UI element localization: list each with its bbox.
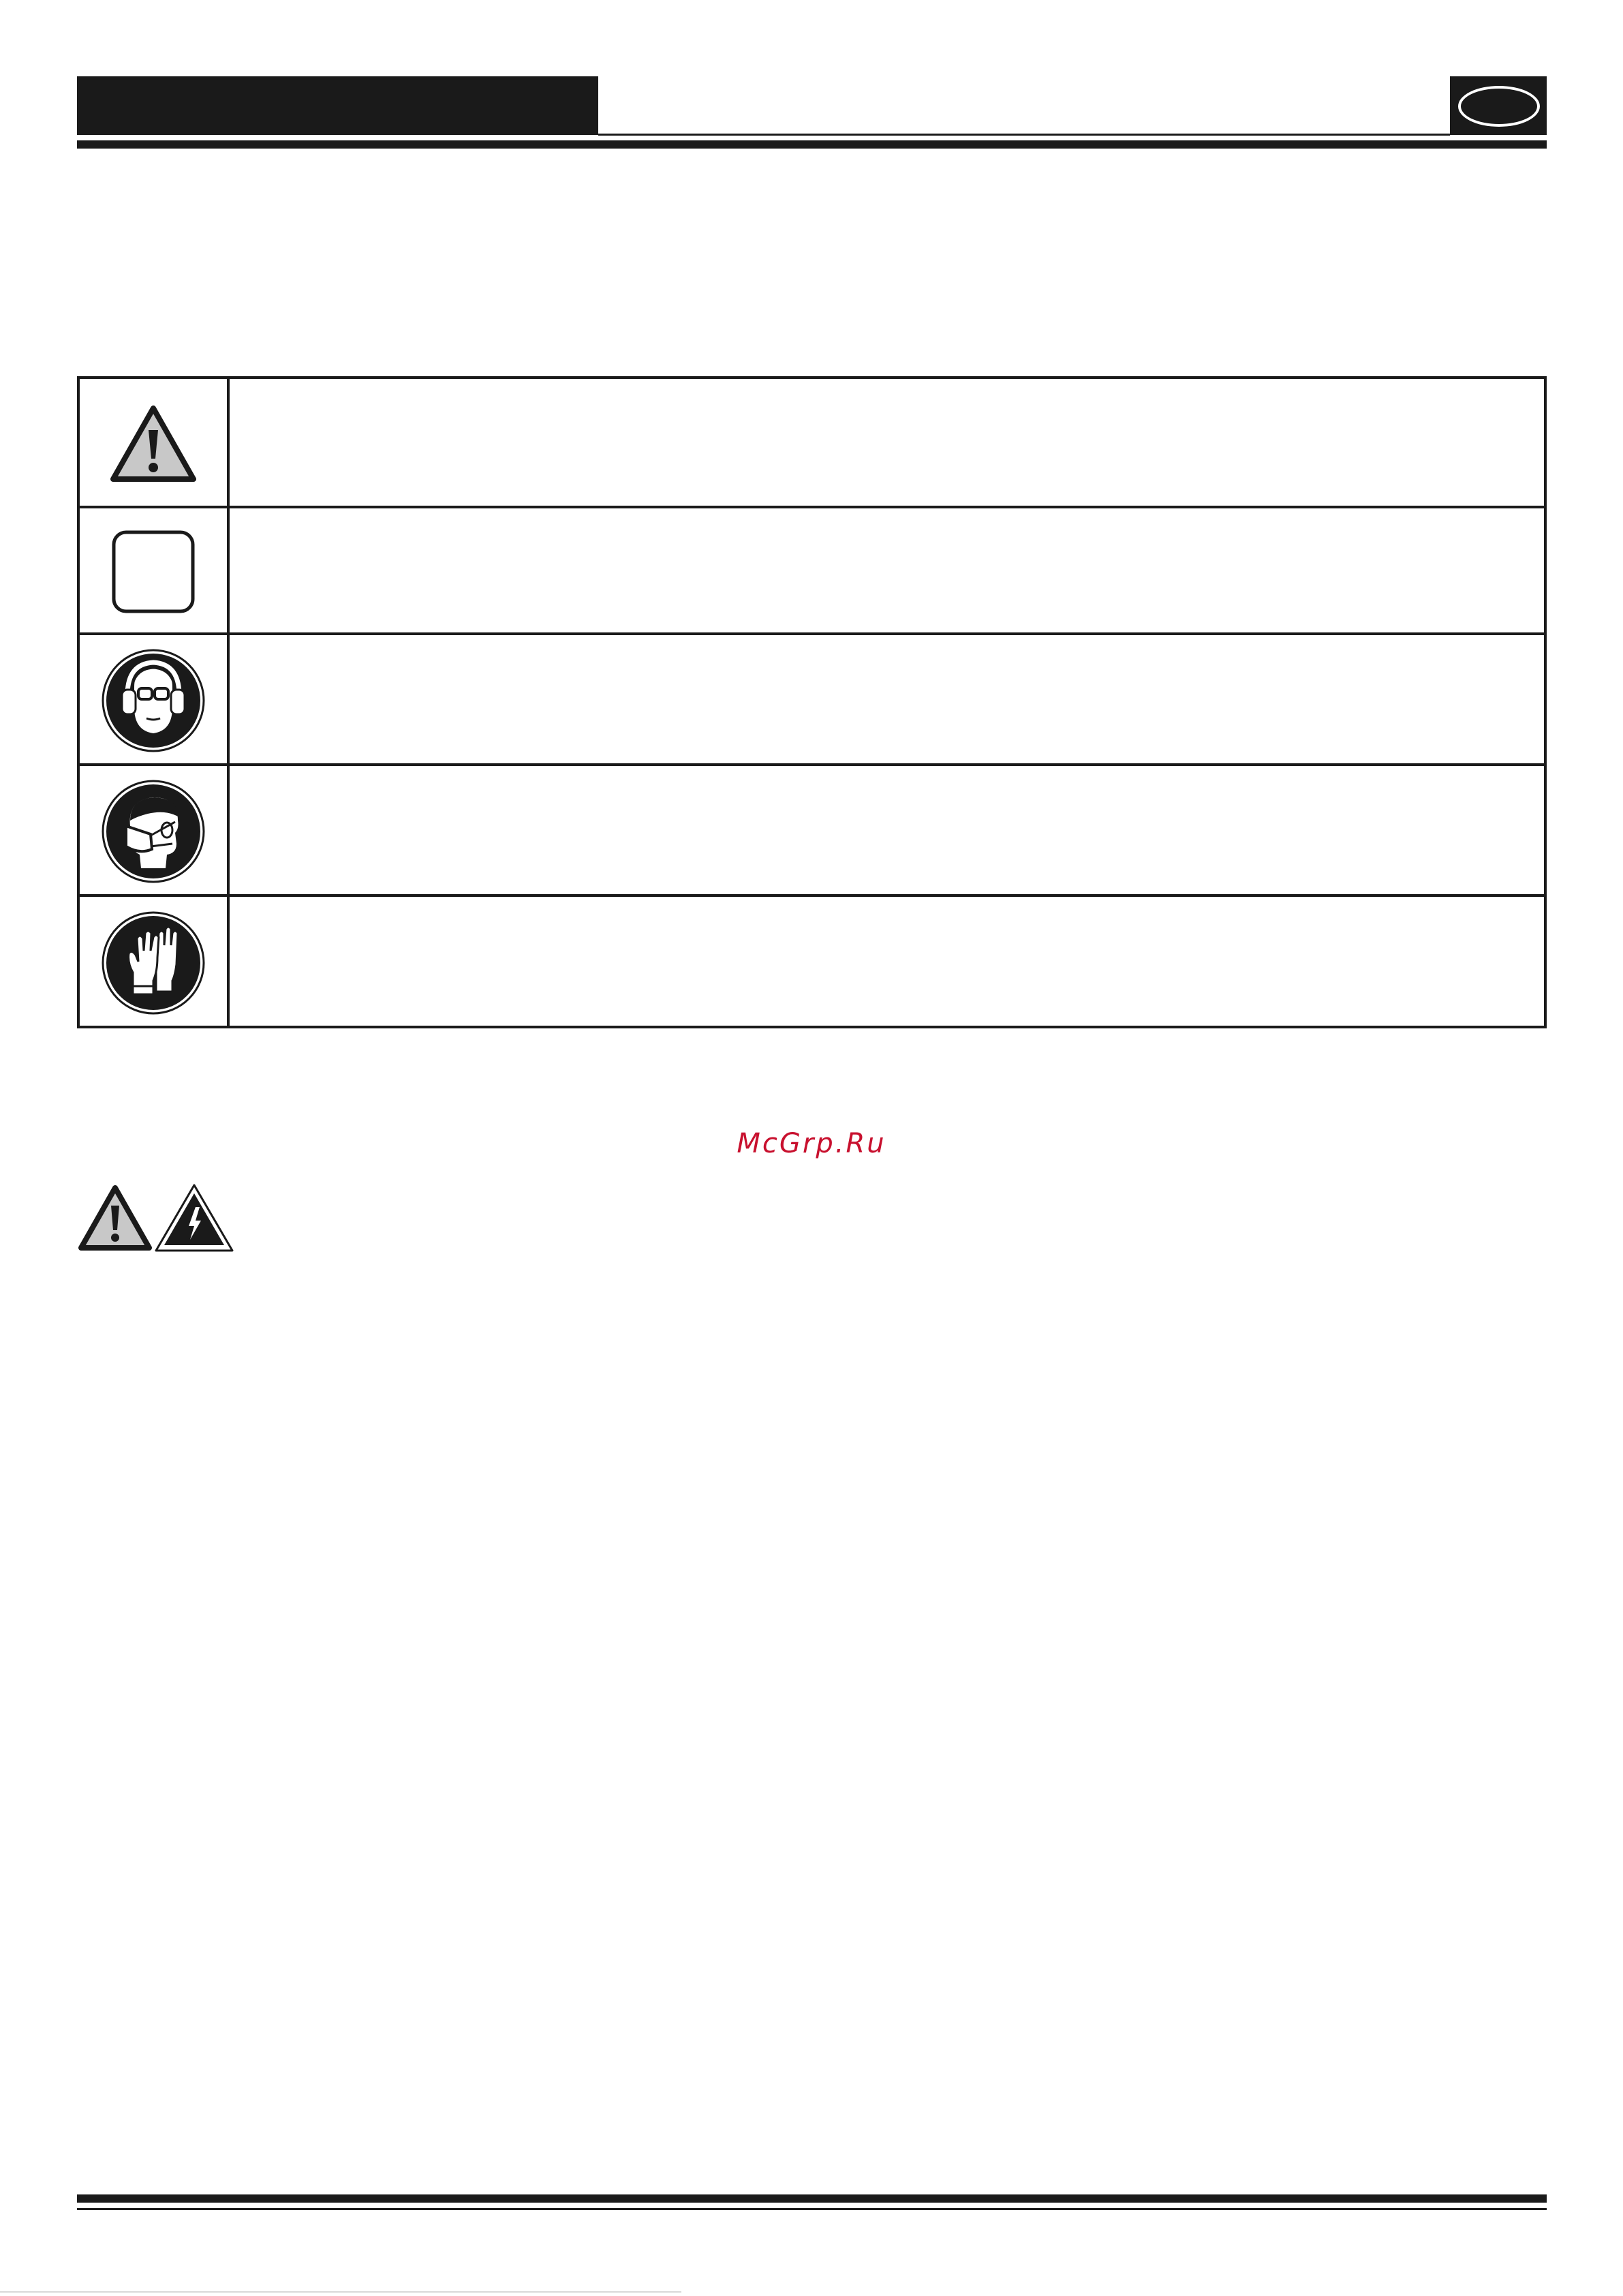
eye-and-ear-protection-icon (100, 647, 206, 754)
footer-thin-rule (77, 2208, 1547, 2210)
symbol-icon-cell (80, 766, 230, 897)
protective-gloves-icon (100, 910, 206, 1016)
header-thin-line (598, 134, 1450, 136)
symbol-description (230, 766, 1544, 897)
symbol-icon-cell (80, 379, 230, 508)
symbol-row (80, 894, 1544, 1028)
symbol-description (230, 379, 1544, 508)
watermark-text: McGrp.Ru (737, 1128, 886, 1159)
language-badge (1450, 76, 1547, 135)
page-bottom-line (0, 2291, 681, 2293)
symbol-description (230, 897, 1544, 1028)
symbol-description (230, 635, 1544, 766)
symbol-row (80, 506, 1544, 635)
warning-triangle-icon (109, 404, 198, 483)
header-rule (77, 140, 1547, 149)
symbol-row (80, 632, 1544, 766)
symbol-icon-cell (80, 897, 230, 1028)
symbol-row (80, 379, 1544, 508)
warning-icons (77, 1184, 234, 1252)
electrical-hazard-icon (155, 1184, 234, 1252)
symbol-description (230, 508, 1544, 635)
language-oval-icon (1458, 86, 1540, 127)
note-box-icon (111, 530, 196, 614)
warning-triangle-icon (77, 1184, 153, 1252)
footer-rule (77, 2194, 1547, 2203)
symbol-icon-cell (80, 635, 230, 766)
symbols-table (77, 376, 1547, 1028)
symbol-row (80, 763, 1544, 897)
dust-mask-icon (100, 778, 206, 885)
header-title-bar (77, 76, 598, 135)
symbol-icon-cell (80, 508, 230, 635)
